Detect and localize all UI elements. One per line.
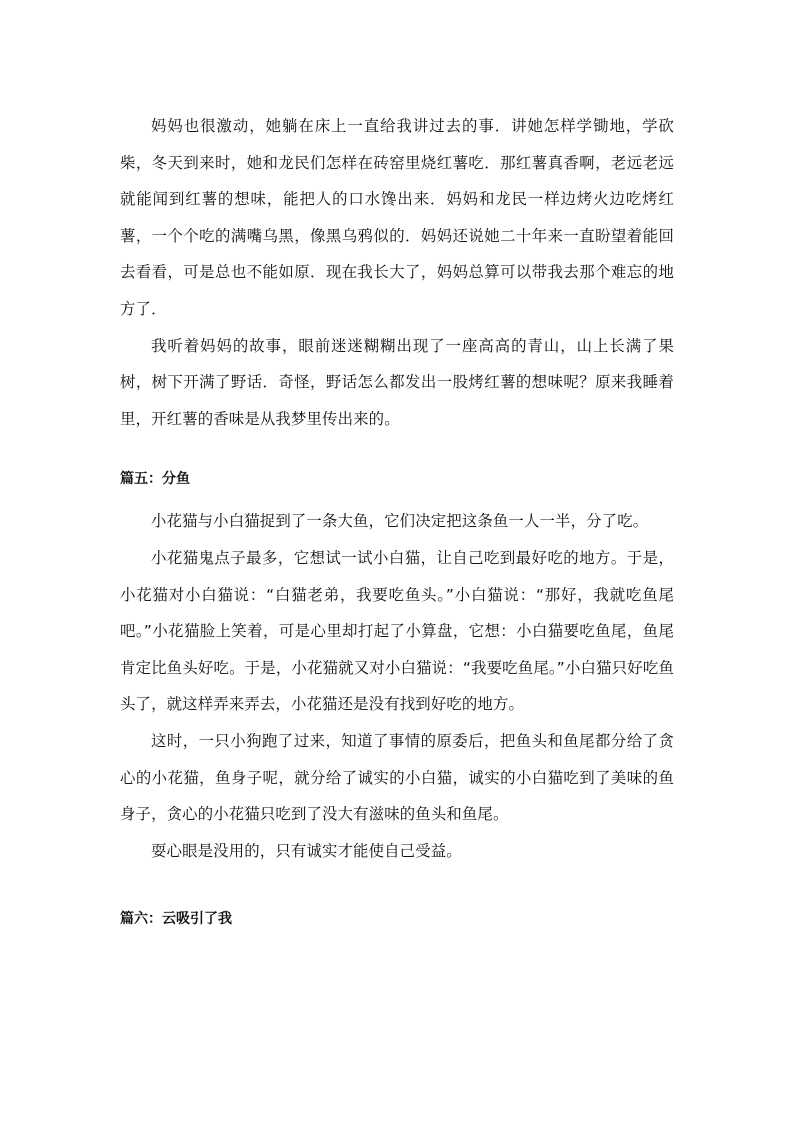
story-5-paragraph-1: 小花猫与小白猫捉到了一条大鱼，它们决定把这条鱼一人一半，分了吃。	[151, 512, 649, 531]
story-5-paragraph-3: 这时，一只小狗跑了过来，知道了事情的原委后，把鱼头和鱼尾都分给了贪心的小花猫，鱼身子呢，就分给了诚实的小白猫，诚实的小白猫吃到了美味的鱼身子，贪心的小花猫只吃到了没大有滋味的鱼头和鱼尾。	[120, 731, 674, 824]
story-5-heading: 篇五：分鱼	[120, 471, 190, 488]
story-5-section	[120, 469, 674, 869]
story-6-heading: 篇六：云吸引了我	[120, 911, 232, 928]
section-spacer	[120, 437, 674, 469]
story-5-paragraph-4: 耍心眼是没用的，只有诚实才能使自己受益。	[151, 841, 462, 860]
section-spacer	[120, 869, 674, 909]
story-4-section	[120, 108, 674, 437]
story-5-paragraph-2: 小花猫鬼点子最多，它想试一试小白猫，让自己吃到最好吃的地方。于是，小花猫对小白猫说：“白猫老弟，我要吃鱼头。”小白猫说：“那好，我就吃鱼尾吧。”小花猫脸上笑着，可是心里却打起了小算盘，它想：小白猫要吃鱼尾，鱼尾肯定比鱼头好吃。于是，小花猫就又对小白猫说：“我要吃鱼尾。”小白猫只好吃鱼头了，就这样弄来弄去，小花猫还是没有找到好吃的地方。	[120, 548, 674, 714]
story-4-paragraph-2: 我听着妈妈的故事，眼前迷迷糊糊出现了一座高高的青山，山上长满了果树，树下开满了野话．奇怪，野话怎么都发出一股烤红薯的想味呢？原来我睡着里，开红薯的香味是从我梦里传出来的。	[120, 336, 674, 428]
story-6-section	[120, 909, 674, 929]
story-4-paragraph-1: 妈妈也很激动，她躺在床上一直给我讲过去的事．讲她怎样学锄地，学砍柴，冬天到来时，她和龙民们怎样在砖窑里烧红薯吃．那红薯真香啊，老远老远就能闻到红薯的想味，能把人的口水馋出来．妈妈和龙民一样边烤火边吃烤红薯，一个个吃的满嘴乌黑，像黑乌鸦似的．妈妈还说她二十年来一直盼望着能回去看看，可是总也不能如原．现在我长大了，妈妈总算可以带我去那个难忘的地方了．	[120, 117, 674, 318]
